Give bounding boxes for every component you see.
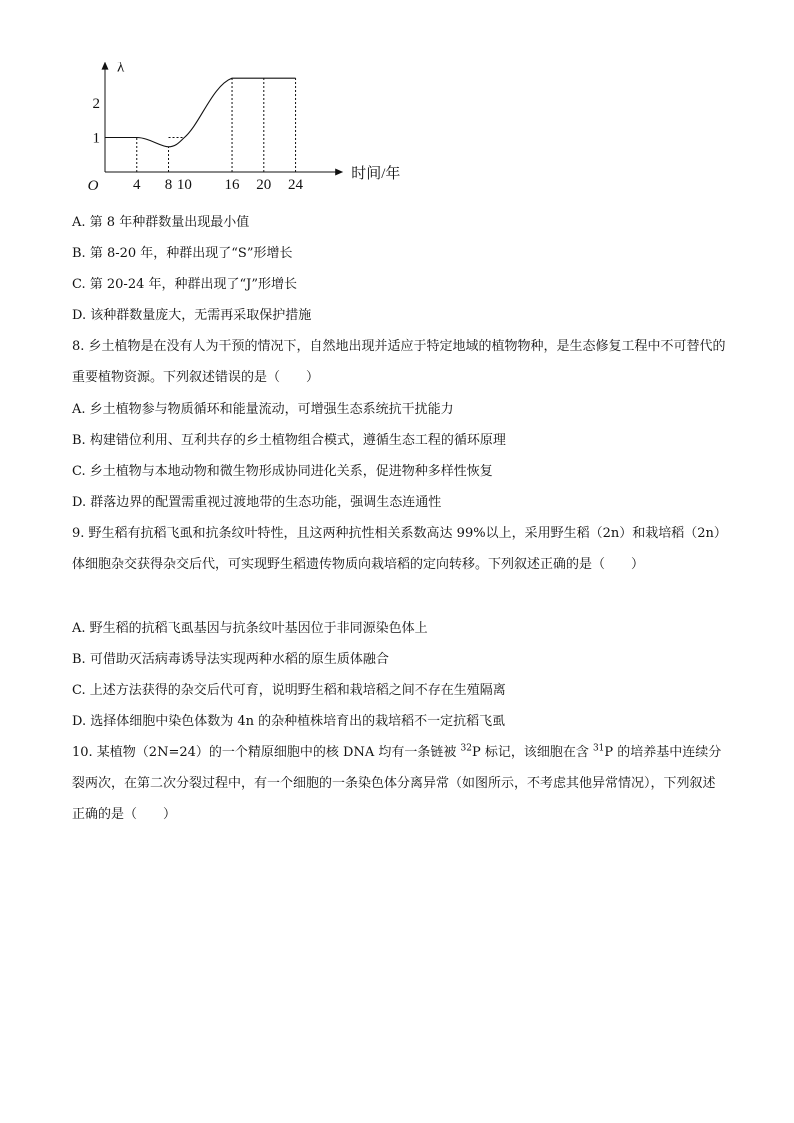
q8-stem: 8. 乡土植物是在没有人为干预的情况下，自然地出现并适应于特定地域的植物物种，是生态修复工程中不可替代的重要植物资源。下列叙述错误的是（ ） — [72, 339, 726, 385]
q10-isotope-32: 32 — [460, 743, 472, 754]
q10-stem-part-c: P 的培养基中连续分裂两次，在第二次分裂过程中，有一个细胞的一条染色体分离异常（如图所示，不考虑其他异常情况），下列叙述正确的是（ ） — [72, 745, 722, 822]
series-line — [105, 78, 296, 147]
x-tick-16: 16 — [224, 177, 240, 192]
q7-option-a: A. 第 8 年种群数量出现最小值 — [72, 215, 250, 230]
q7-option-b: B. 第 8-20 年，种群出现了“S”形增长 — [72, 246, 293, 261]
q10-stem-part-b: P 标记，该细胞在含 — [471, 745, 593, 760]
q10-stem-part-a: 10. 某植物（2N=24）的一个精原细胞中的核 DNA 均有一条链被 — [72, 745, 461, 760]
q9-stem: 9. 野生稻有抗稻飞虱和抗条纹叶特性，且这两种抗性相关系数高达 99%以上，采用野生稻（2n）和栽培稻（2n）体细胞杂交获得杂交后代，可实现野生稻遗传物质向栽培稻的定向转移。下列叙述正确的是（ ） — [72, 526, 721, 572]
q10-stem — [72, 737, 726, 830]
x-axis-arrow — [335, 169, 343, 176]
x-tick-8: 8 — [164, 177, 173, 192]
x-tick-20: 20 — [256, 177, 272, 192]
y-axis-arrow — [102, 62, 109, 70]
q7-option-c: C. 第 20-24 年，种群出现了“J”形增长 — [72, 277, 297, 292]
q9-option-a: A. 野生稻的抗稻飞虱基因与抗条纹叶基因位于非同源染色体上 — [72, 621, 428, 636]
q10-isotope-31: 31 — [592, 743, 605, 754]
q9-option-b: B. 可借助灭活病毒诱导法实现两种水稻的原生质体融合 — [72, 652, 389, 667]
q8-option-a: A. 乡土植物参与物质循环和能量流动，可增强生态系统抗干扰能力 — [72, 402, 454, 417]
q8-option-c: C. 乡土植物与本地动物和微生物形成协同进化关系，促进物种多样性恢复 — [72, 464, 493, 479]
lambda-time-chart — [78, 62, 418, 192]
y-tick-1: 1 — [92, 130, 100, 147]
y-axis-label: λ — [117, 62, 125, 76]
x-tick-4: 4 — [133, 177, 141, 192]
y-tick-2: 2 — [92, 96, 100, 112]
x-axis-label: 时间/年 — [351, 166, 401, 182]
q8-option-d: D. 群落边界的配置需重视过渡地带的生态功能，强调生态连通性 — [72, 495, 442, 510]
q8-option-b: B. 构建错位利用、互利共存的乡土植物组合模式，遵循生态工程的循环原理 — [72, 433, 506, 448]
q9-option-c: C. 上述方法获得的杂交后代可育，说明野生稻和栽培稻之间不存在生殖隔离 — [72, 683, 506, 698]
x-tick-10: 10 — [176, 177, 192, 192]
x-tick-24: 24 — [288, 177, 304, 192]
q7-option-d: D. 该种群数量庞大，无需再采取保护措施 — [72, 308, 312, 323]
q9-option-d: D. 选择体细胞中染色体数为 4n 的杂种植株培育出的栽培稻不一定抗稻飞虱 — [72, 714, 506, 729]
origin-label: O — [87, 178, 99, 192]
